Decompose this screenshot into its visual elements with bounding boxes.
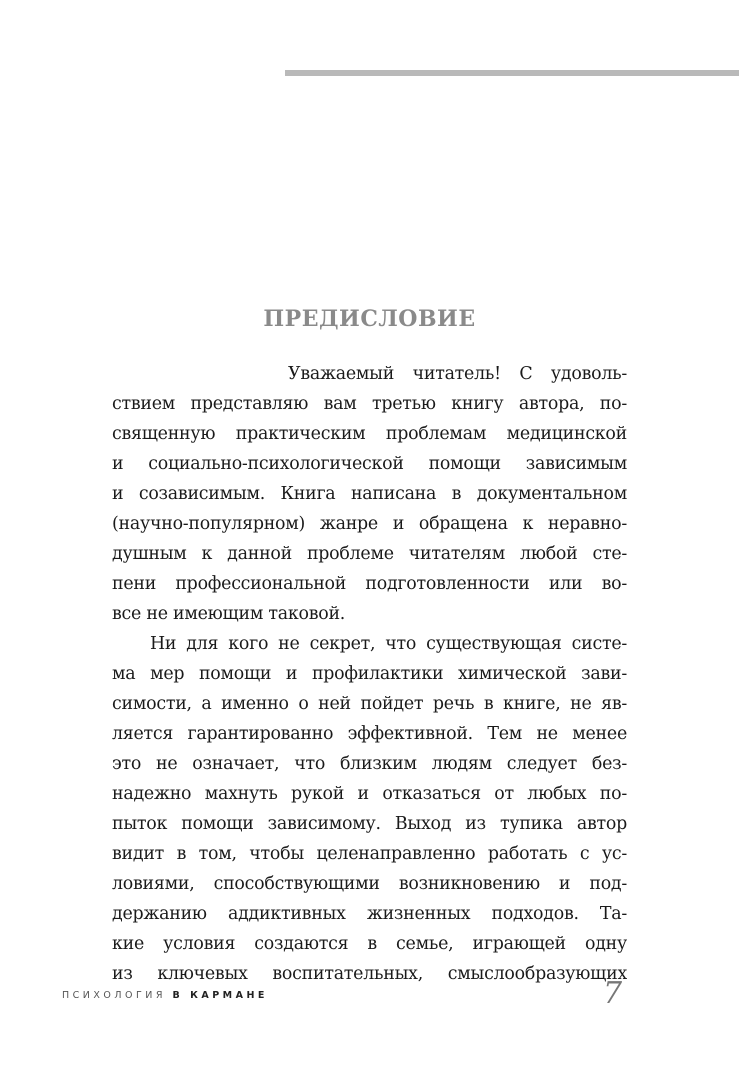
- text-line: и социально-психологической помощи зависимым: [112, 454, 627, 474]
- text-line: священную практическим проблемам медицинской: [112, 424, 627, 444]
- text-line: ма мер помощи и профилактики химической зави-: [112, 664, 627, 684]
- text-line: надежно махнуть рукой и отказаться от любых по-: [112, 784, 627, 804]
- text-line: видит в том, чтобы целенаправленно работать с ус-: [112, 844, 627, 864]
- chapter-heading: ПРЕДИСЛОВИЕ: [263, 306, 476, 332]
- series-name: ПСИХОЛОГИЯ: [62, 990, 166, 1001]
- text-line: это не означает, что близким людям следует без-: [112, 754, 627, 774]
- text-line: и созависимым. Книга написана в документальном: [112, 484, 627, 504]
- series-name-bold: В КАРМАНЕ: [172, 990, 268, 1001]
- text-line: пени профессиональной подготовленности или во-: [112, 574, 627, 594]
- text-line: ствием представляю вам третью книгу автора, по-: [112, 394, 627, 414]
- text-line: (научно-популярном) жанре и обращена к неравно-: [112, 514, 627, 534]
- text-line: пыток помощи зависимому. Выход из тупика автор: [112, 814, 627, 834]
- page-number: 7: [603, 976, 623, 1011]
- text-line: ляется гарантированно эффективной. Тем не менее: [112, 724, 627, 744]
- text-line: Уважаемый читатель! С удоволь-: [288, 364, 627, 384]
- running-footer: [62, 990, 268, 1001]
- text-line: кие условия создаются в семье, играющей одну: [112, 934, 627, 954]
- text-line: ловиями, способствующими возникновению и под-: [112, 874, 627, 894]
- text-line: из ключевых воспитательных, смыслообразующих: [112, 964, 627, 984]
- text-line: Ни для кого не секрет, что существующая систе-: [150, 634, 627, 654]
- top-rule: [285, 70, 739, 76]
- text-line: душным к данной проблеме читателям любой сте-: [112, 544, 627, 564]
- text-line: все не имеющим таковой.: [112, 604, 346, 624]
- text-line: держанию аддиктивных жизненных подходов. Та-: [112, 904, 627, 924]
- text-line: симости, а именно о ней пойдет речь в книге, не яв-: [112, 694, 627, 714]
